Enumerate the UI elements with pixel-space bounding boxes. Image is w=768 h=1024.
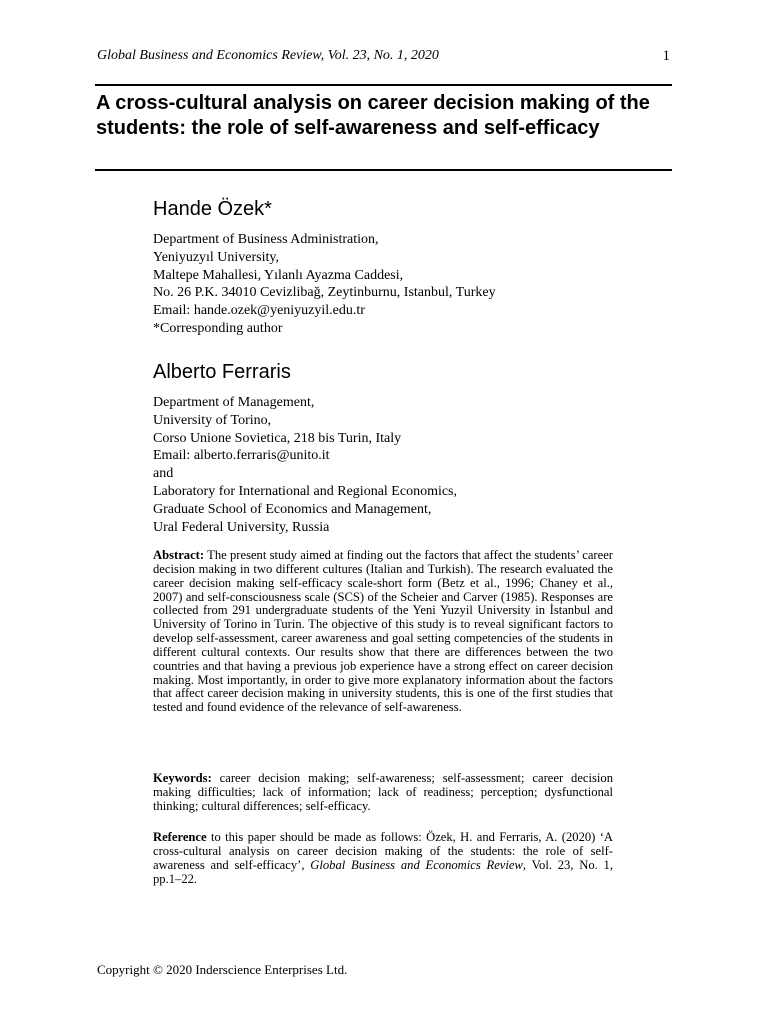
- reference-note: [153, 831, 613, 886]
- affiliation-line: Maltepe Mahallesi, Yılanlı Ayazma Caddesi,: [153, 267, 404, 283]
- affiliation-line: Department of Management,: [153, 395, 315, 410]
- affiliation-line: Corso Unione Sovietica, 218 bis Turin, Italy: [153, 430, 402, 446]
- reference-citation-tail: , Vol. 23, No. 1, pp.1–22.: [153, 857, 613, 886]
- paper-title: A cross-cultural analysis on career decision making of the students: the role of self-awareness and self-efficacy: [96, 92, 650, 139]
- reference-label: Reference: [153, 830, 207, 844]
- title-bottom-rule: [95, 169, 672, 171]
- author-name-2: Alberto Ferraris: [153, 361, 291, 383]
- affiliation-line: Graduate School of Economics and Management,: [153, 501, 432, 517]
- affiliation-line: No. 26 P.K. 34010 Cevizlibağ, Zeytinburnu, Istanbul, Turkey: [153, 285, 496, 301]
- running-head: Global Business and Economics Review, Vol. 23, No. 1, 2020: [97, 48, 439, 63]
- affiliation-line: Yeniyuzyıl University,: [153, 249, 279, 265]
- reference-journal: Global Business and Economics Review: [310, 857, 523, 872]
- author-affiliation-1: [153, 231, 623, 338]
- keywords-label: Keywords:: [153, 771, 212, 785]
- abstract: [153, 549, 613, 715]
- author-email[interactable]: Email: hande.ozek@yeniyuzyil.edu.tr: [153, 303, 365, 319]
- affiliation-line: University of Torino,: [153, 412, 272, 428]
- title-top-rule: [95, 84, 672, 86]
- affiliation-line: Laboratory for International and Regional Economics,: [153, 483, 458, 499]
- reference-text: to this paper should be made as follows: Özek, H. and Ferraris, A. (2020) ‘A cross-cultural analysis on career decision making of the students: the role of self-awareness and self-efficacy’,: [153, 830, 613, 872]
- abstract-text: The present study aimed at finding out the factors that affect the students’ career decision making in two different cultures (Italian and Turkish). The research evaluated the career decision making self-efficacy scale-short form (Betz et al., 1996; Chaney et al., 2007) and self-consciousness scale (SCS) of the Scheier and Carver (1985). Responses are collected from 291 undergraduate students of the Yeni Yuzyil University in İstanbul and University of Torino in Turin. The objective of this study is to reveal significant factors to develop self-assessment, career awareness and goal setting competencies of the students in different cultural contexts. Our results show that there are differences between the two countries and that having a previous job experience have a strong effect on career decision making. Most importantly, in order to give more explanatory information about the factors that affect career decision making in university students, this is one of the first studies that tested and found evidence of the relevance of self-awareness.: [153, 548, 613, 715]
- keywords-text: career decision making; self-awareness; self-assessment; career decision making difficulties; lack of information; lack of readiness; perception; dysfunctional thinking; cultural differences; self-efficacy.: [153, 771, 613, 813]
- keywords: [153, 772, 613, 814]
- author-affiliation-2: [153, 394, 623, 536]
- corresponding-author-note: *Corresponding author: [153, 320, 283, 336]
- page-number: 1: [662, 48, 670, 64]
- copyright-notice: Copyright © 2020 Inderscience Enterprises Ltd.: [97, 962, 348, 977]
- affiliation-line: Ural Federal University, Russia: [153, 519, 330, 535]
- affiliation-line: and: [153, 466, 174, 482]
- affiliation-line: Department of Business Administration,: [153, 232, 379, 247]
- author-email[interactable]: Email: alberto.ferraris@unito.it: [153, 448, 330, 464]
- abstract-label: Abstract:: [153, 548, 205, 562]
- author-name-1: Hande Özek*: [153, 198, 272, 220]
